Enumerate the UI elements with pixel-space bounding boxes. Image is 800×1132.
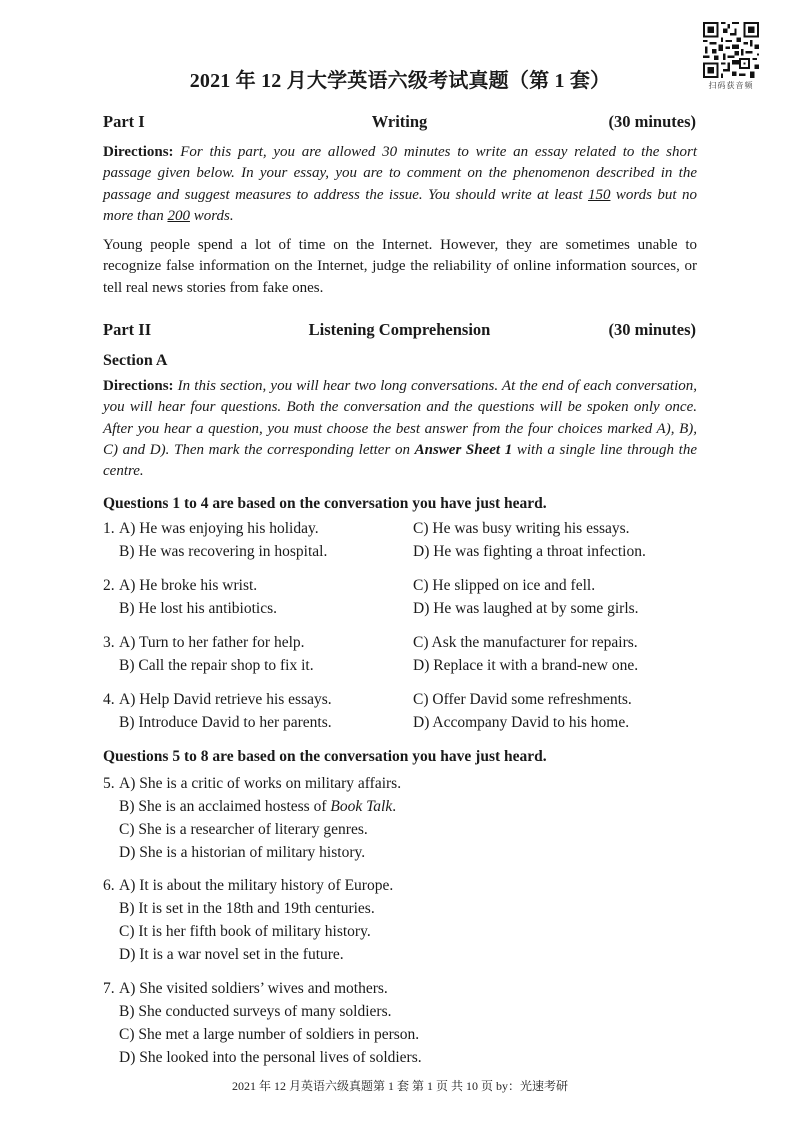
option-a[interactable]: A) She visited soldiers’ wives and mothers. (119, 980, 388, 997)
option-a[interactable]: A) It is about the military history of Europe. (119, 877, 394, 894)
group2-heading: Questions 5 to 8 are based on the conversation you have just heard. (103, 748, 547, 765)
option-d[interactable]: D) Accompany David to his home. (413, 714, 630, 731)
part2-label: Part II (103, 320, 152, 339)
option-b[interactable]: B) Introduce David to her parents. (119, 714, 332, 731)
option-a[interactable]: A) Help David retrieve his essays. (119, 691, 332, 708)
part1-name: Writing (371, 112, 428, 131)
option-b[interactable]: B) He lost his antibiotics. (119, 600, 278, 617)
option-c[interactable]: C) She met a large number of soldiers in person. (119, 1026, 420, 1043)
option-c[interactable]: C) It is her fifth book of military history. (119, 923, 371, 940)
page-footer: 2021 年 12 月英语六级真题第 1 套 第 1 页 共 10 页 by：光速考研 (231, 1079, 568, 1093)
part2-directions-text-a: In this section, you will hear two long conversations. At the end of each conversation, you will hear four questions. Both the conversation and the questions will be spoken only once. After you hear a question, you must choose the best answer from the four choices marked A), B), C) and D). Then mark the corresponding letter on (103, 378, 698, 458)
option-a[interactable]: A) Turn to her father for help. (119, 634, 305, 651)
option-c[interactable]: C) Ask the manufacturer for repairs. (413, 634, 638, 651)
qr-caption: 扫码获音频 (708, 81, 754, 90)
option-d[interactable]: D) It is a war novel set in the future. (119, 946, 344, 963)
question-number: 4. (103, 691, 115, 708)
part1-directions-text-a: For this part, you are allowed 30 minutes to write an essay related to the short passage given below. In your essay, you are to comment on the phenomenon described in the passage and suggest measures to address the issue. You should write at least (103, 144, 697, 203)
part1-header (103, 112, 696, 134)
book-title: Book Talk (330, 798, 393, 815)
part1-directions-text-b: words but no more than (103, 186, 698, 224)
part2-directions-label: Directions: (103, 378, 174, 394)
option-b[interactable] (119, 798, 396, 816)
question-number: 1. (103, 520, 115, 537)
part1-time: (30 minutes) (608, 112, 696, 131)
question-number: 6. (103, 877, 115, 894)
option-c[interactable]: C) He was busy writing his essays. (413, 520, 630, 537)
answer-sheet-label: Answer Sheet 1 (414, 441, 513, 458)
part1-passage: Young people spend a lot of time on the Internet. However, they are sometimes unable to recognize false information on the Internet, judge the reliability of online information sources, or tell real news stories from fake ones. (103, 237, 697, 296)
part1-directions-text-c: words. (193, 207, 234, 224)
option-a[interactable]: A) He broke his wrist. (119, 577, 258, 594)
option-c[interactable]: C) She is a researcher of literary genres. (119, 821, 368, 838)
option-b-text: B) She is an acclaimed hostess of (119, 798, 327, 815)
part1-label: Part I (103, 112, 145, 131)
part1-words-max: 200 (167, 207, 190, 224)
question-number: 3. (103, 634, 115, 651)
page-title: 2021 年 12 月大学英语六级考试真题（第 1 套） (189, 70, 611, 92)
option-a[interactable]: A) He was enjoying his holiday. (119, 520, 319, 537)
option-b-end: . (392, 798, 397, 815)
part1-directions (103, 142, 697, 227)
option-d[interactable]: D) He was laughed at by some girls. (413, 600, 639, 617)
option-d[interactable]: D) She looked into the personal lives of soldiers. (119, 1049, 422, 1066)
option-b[interactable]: B) It is set in the 18th and 19th centuries. (119, 900, 375, 917)
part2-header (103, 320, 696, 342)
part2-time: (30 minutes) (608, 320, 696, 339)
option-b[interactable]: B) She conducted surveys of many soldiers. (119, 1003, 392, 1020)
part2-directions (103, 376, 697, 482)
part2-directions-text-b: with a single line through the centre. (103, 441, 698, 480)
qr-code-icon[interactable] (703, 22, 759, 78)
question-number: 5. (103, 775, 115, 792)
group1-heading: Questions 1 to 4 are based on the conversation you have just heard. (103, 495, 547, 512)
part2-name: Listening Comprehension (308, 320, 491, 339)
part1-words-min: 150 (587, 186, 611, 203)
option-a[interactable]: A) She is a critic of works on military affairs. (119, 775, 402, 792)
option-b[interactable]: B) Call the repair shop to fix it. (119, 657, 314, 674)
question-number: 7. (103, 980, 115, 997)
part1-directions-label: Directions: (103, 144, 174, 160)
section-a-heading: Section A (103, 352, 168, 369)
option-c[interactable]: C) He slipped on ice and fell. (413, 577, 596, 594)
option-d[interactable]: D) Replace it with a brand-new one. (413, 657, 639, 674)
option-c[interactable]: C) Offer David some refreshments. (413, 691, 632, 708)
option-d[interactable]: D) She is a historian of military history. (119, 844, 366, 861)
option-b[interactable]: B) He was recovering in hospital. (119, 543, 328, 560)
option-d[interactable]: D) He was fighting a throat infection. (413, 543, 646, 560)
question-number: 2. (103, 577, 115, 594)
